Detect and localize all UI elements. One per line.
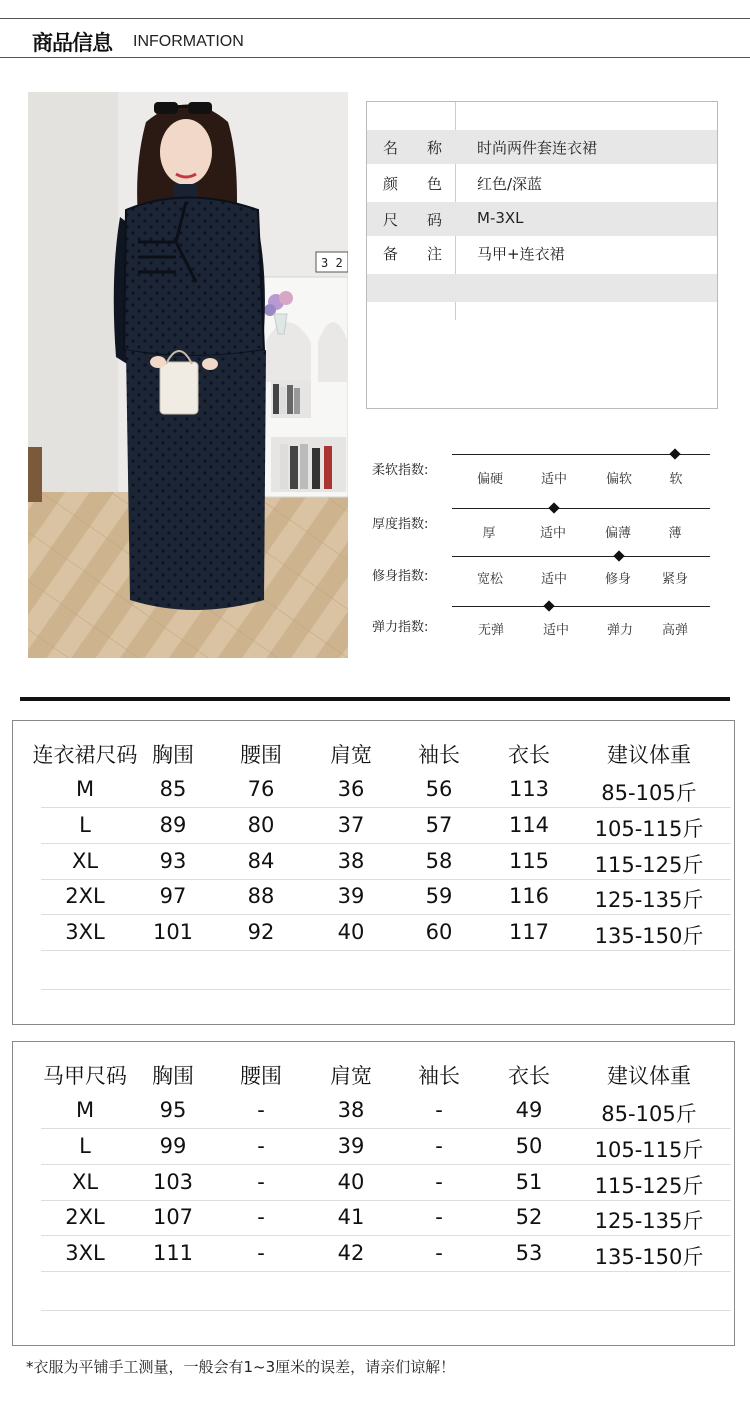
table-cell: 116 xyxy=(508,884,550,908)
table-cell: 59 xyxy=(425,884,453,908)
scale-fit xyxy=(370,549,715,593)
table-row-divider xyxy=(41,843,731,844)
table-cell: 115 xyxy=(508,849,550,873)
table-cell: 135-150斤 xyxy=(594,924,704,948)
product-photo xyxy=(28,92,348,658)
table-cell: 40 xyxy=(337,920,365,944)
table-cell: 92 xyxy=(247,920,275,944)
table-cell: 42 xyxy=(337,1241,365,1265)
table-header-cell: 马甲尺码 xyxy=(43,1064,127,1088)
scale-softness xyxy=(370,447,715,491)
table-cell: L xyxy=(79,813,91,837)
table-cell: 56 xyxy=(425,777,453,801)
scale-option: 偏软 xyxy=(605,472,632,487)
scale-option: 无弹 xyxy=(477,623,504,638)
table-cell: 97 xyxy=(159,884,187,908)
scale-label: 弹力指数: xyxy=(372,620,429,635)
table-cell: - xyxy=(257,1205,265,1229)
table-cell: - xyxy=(435,1134,443,1158)
section-subtitle: INFORMATION xyxy=(133,33,244,50)
table-cell: 88 xyxy=(247,884,275,908)
table-cell: L xyxy=(79,1134,91,1158)
info-row-note xyxy=(367,236,717,270)
scale-option: 薄 xyxy=(668,526,682,541)
scale-option: 偏硬 xyxy=(476,472,503,487)
scale-marker xyxy=(548,502,559,513)
table-row-divider xyxy=(41,989,731,990)
table-cell: 37 xyxy=(337,813,365,837)
info-value: 红色/深蓝 xyxy=(477,175,543,193)
scale-option: 高弹 xyxy=(661,623,688,638)
dress-size-table xyxy=(12,720,735,1025)
table-header-cell: 袖长 xyxy=(418,743,460,767)
table-header-cell: 肩宽 xyxy=(330,1064,372,1088)
info-row-empty xyxy=(367,274,717,302)
table-cell: XL xyxy=(71,1170,99,1194)
info-key-char: 尺 xyxy=(383,211,399,229)
table-cell: 85-105斤 xyxy=(601,1102,697,1126)
table-cell: 93 xyxy=(159,849,187,873)
table-cell: 111 xyxy=(152,1241,194,1265)
table-cell: 39 xyxy=(337,884,365,908)
table-row-divider xyxy=(41,1128,731,1129)
section-header xyxy=(0,18,750,58)
scale-line xyxy=(452,606,710,607)
info-key-char: 备 xyxy=(383,245,399,263)
info-key-char: 颜 xyxy=(383,175,399,193)
table-cell: - xyxy=(257,1098,265,1122)
scale-option: 宽松 xyxy=(476,572,503,587)
table-header-cell: 建议体重 xyxy=(607,743,691,767)
table-cell: 2XL xyxy=(65,1205,105,1229)
scale-option: 适中 xyxy=(540,572,567,587)
table-cell: 80 xyxy=(247,813,275,837)
table-row-divider xyxy=(41,1271,731,1272)
scale-label: 修身指数: xyxy=(372,569,429,584)
info-key-char: 称 xyxy=(427,139,443,157)
info-value: M-3XL xyxy=(477,209,524,227)
table-cell: 60 xyxy=(425,920,453,944)
table-header-cell: 腰围 xyxy=(240,1064,282,1088)
table-cell: - xyxy=(435,1098,443,1122)
table-cell: 49 xyxy=(515,1098,543,1122)
scale-option: 厚 xyxy=(482,526,496,541)
table-cell: 115-125斤 xyxy=(594,1174,704,1198)
table-cell: 38 xyxy=(337,1098,365,1122)
table-cell: - xyxy=(257,1170,265,1194)
table-cell: 51 xyxy=(515,1170,543,1194)
table-row-divider xyxy=(41,1310,731,1311)
table-cell: 85 xyxy=(159,777,187,801)
scale-option: 偏薄 xyxy=(604,526,631,541)
table-header-cell: 衣长 xyxy=(508,743,550,767)
table-cell: 125-135斤 xyxy=(594,888,704,912)
table-cell: 95 xyxy=(159,1098,187,1122)
table-header-cell: 胸围 xyxy=(152,743,194,767)
info-value: 马甲+连衣裙 xyxy=(477,245,565,263)
table-cell: 41 xyxy=(337,1205,365,1229)
scale-option: 适中 xyxy=(540,472,567,487)
table-cell: 113 xyxy=(508,777,550,801)
scale-option: 适中 xyxy=(542,623,569,638)
table-row-divider xyxy=(41,950,731,951)
table-row-divider xyxy=(41,914,731,915)
info-key-char: 码 xyxy=(427,211,443,229)
table-cell: 99 xyxy=(159,1134,187,1158)
table-cell: 38 xyxy=(337,849,365,873)
table-cell: 36 xyxy=(337,777,365,801)
table-cell: 117 xyxy=(508,920,550,944)
scale-label: 厚度指数: xyxy=(372,517,429,532)
table-row-divider xyxy=(41,879,731,880)
info-key-char: 色 xyxy=(427,175,443,193)
table-row-divider xyxy=(41,1235,731,1236)
table-header-cell: 腰围 xyxy=(240,743,282,767)
scale-marker xyxy=(543,600,554,611)
section-title: 商品信息 xyxy=(32,30,112,55)
clock-sign-text: 3 2 xyxy=(321,256,343,270)
table-cell: 135-150斤 xyxy=(594,1245,704,1269)
product-info-card xyxy=(366,101,718,409)
table-cell: 105-115斤 xyxy=(594,817,704,841)
scale-option: 软 xyxy=(669,472,683,487)
table-header-cell: 胸围 xyxy=(152,1064,194,1088)
table-cell: XL xyxy=(71,849,99,873)
table-cell: 39 xyxy=(337,1134,365,1158)
scale-option: 弹力 xyxy=(606,623,633,638)
table-cell: 2XL xyxy=(65,884,105,908)
table-cell: M xyxy=(75,777,95,801)
table-cell: 85-105斤 xyxy=(601,781,697,805)
table-cell: 76 xyxy=(247,777,275,801)
info-key-char: 注 xyxy=(427,245,443,263)
scale-line xyxy=(452,508,710,509)
table-cell: M xyxy=(75,1098,95,1122)
product-photo-illustration xyxy=(28,92,348,658)
info-row-color xyxy=(367,166,717,200)
scale-thickness xyxy=(370,501,715,545)
info-value: 时尚两件套连衣裙 xyxy=(477,139,598,157)
table-cell: 89 xyxy=(159,813,187,837)
table-cell: 3XL xyxy=(65,1241,105,1265)
table-cell: 107 xyxy=(152,1205,194,1229)
table-header-cell: 袖长 xyxy=(418,1064,460,1088)
table-header-cell: 肩宽 xyxy=(330,743,372,767)
table-cell: - xyxy=(435,1241,443,1265)
vest-size-table xyxy=(12,1041,735,1346)
table-cell: 58 xyxy=(425,849,453,873)
table-cell: 53 xyxy=(515,1241,543,1265)
table-header-cell: 建议体重 xyxy=(607,1064,691,1088)
table-row-divider xyxy=(41,1164,731,1165)
measurement-note: *衣服为平铺手工测量，一般会有1~3厘米的误差，请亲们谅解！ xyxy=(26,1358,456,1376)
table-cell: 52 xyxy=(515,1205,543,1229)
table-cell: 84 xyxy=(247,849,275,873)
scale-option: 紧身 xyxy=(661,572,688,587)
info-key-char: 名 xyxy=(383,139,399,157)
table-cell: 114 xyxy=(508,813,550,837)
table-cell: 103 xyxy=(152,1170,194,1194)
scale-marker xyxy=(669,448,680,459)
table-row-divider xyxy=(41,807,731,808)
table-cell: 57 xyxy=(425,813,453,837)
table-cell: - xyxy=(257,1134,265,1158)
scale-elasticity xyxy=(370,599,715,643)
table-cell: 101 xyxy=(152,920,194,944)
scale-option: 适中 xyxy=(539,526,566,541)
table-row-divider xyxy=(41,1200,731,1201)
table-cell: - xyxy=(257,1241,265,1265)
table-cell: - xyxy=(435,1170,443,1194)
table-cell: 115-125斤 xyxy=(594,853,704,877)
table-cell: 50 xyxy=(515,1134,543,1158)
info-row-name xyxy=(367,130,717,164)
table-cell: - xyxy=(435,1205,443,1229)
table-header-cell: 连衣裙尺码 xyxy=(32,743,138,767)
scale-label: 柔软指数: xyxy=(372,463,429,478)
info-row-size xyxy=(367,202,717,236)
table-cell: 105-115斤 xyxy=(594,1138,704,1162)
table-cell: 3XL xyxy=(65,920,105,944)
table-cell: 125-135斤 xyxy=(594,1209,704,1233)
table-cell: 40 xyxy=(337,1170,365,1194)
scale-line xyxy=(452,556,710,557)
scale-option: 修身 xyxy=(604,572,631,587)
scale-marker xyxy=(613,550,624,561)
table-header-cell: 衣长 xyxy=(508,1064,550,1088)
section-divider xyxy=(20,697,730,701)
